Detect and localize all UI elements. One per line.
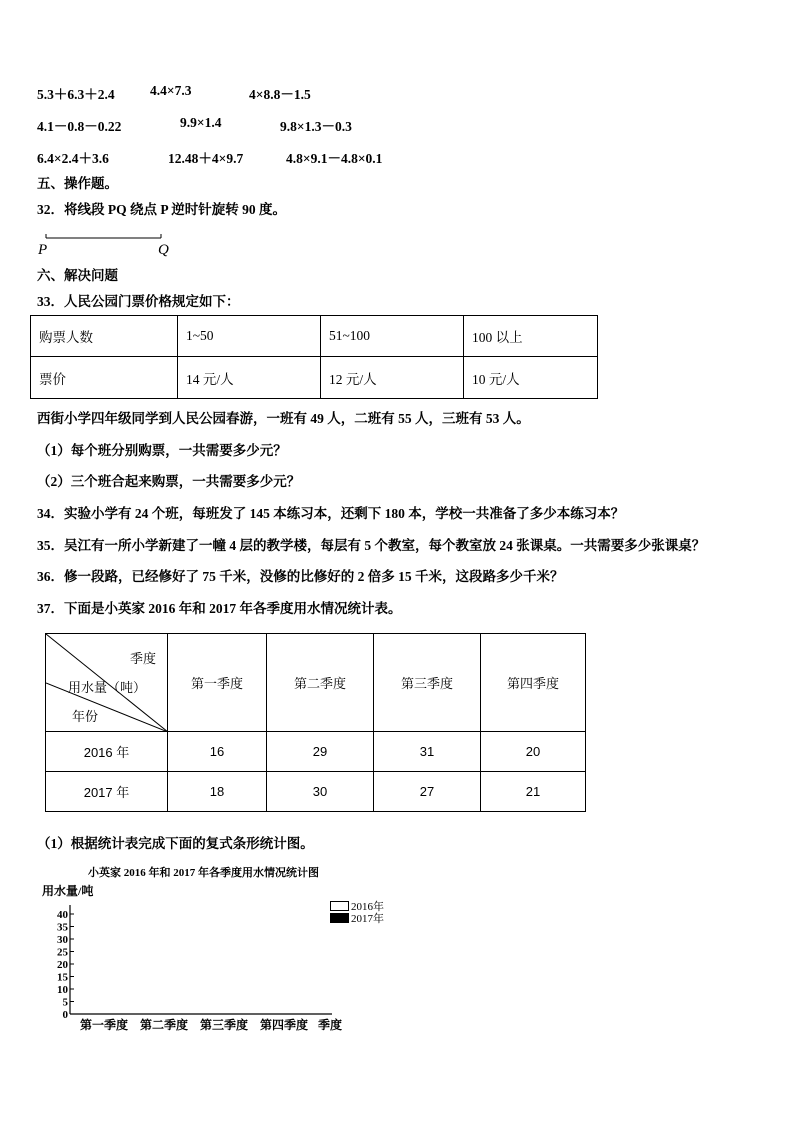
table-cell: 18 [168, 772, 267, 812]
question-33-part-1: （1）每个班分别购票，一共需要多少元？ [37, 443, 287, 458]
y-tick-label: 30 [57, 934, 68, 946]
question-33-desc: 西街小学四年级同学到人民公园春游，一班有 49 人，二班有 55 人，三班有 53 人。 [37, 411, 530, 426]
legend-item-2017 [330, 912, 384, 924]
row-year: 2016 年 [46, 732, 168, 772]
y-tick-label: 25 [57, 946, 68, 959]
calc-3-2: 12.48＋4×9.7 [168, 151, 244, 166]
y-tick-label: 10 [57, 984, 68, 996]
y-tick-label: 0 [62, 1009, 68, 1021]
column-header: 第四季度 [481, 634, 586, 732]
legend-label-2016: 2016年 [351, 901, 384, 913]
question-34: 34．实验小学有 24 个班，每班发了 145 本练习本，还剩下 180 本，学校一共准备了多少本练习本？ [37, 506, 625, 521]
question-32: 32．将线段 PQ 绕点 P 逆时针旋转 90 度。 [37, 202, 286, 217]
y-tick-label: 20 [57, 959, 68, 971]
legend-swatch-2017 [330, 913, 349, 923]
column-header: 第二季度 [267, 634, 374, 732]
calc-3-3: 4.8×9.1－4.8×0.1 [286, 151, 383, 166]
price-table-cell: 1~50 [178, 316, 321, 357]
price-table-cell: 12 元/人 [321, 357, 464, 399]
table-cell: 21 [481, 772, 586, 812]
diagonal-header-cell [46, 634, 168, 732]
point-p-label: P [38, 242, 48, 258]
calc-1-2: 4.4×7.3 [150, 83, 192, 98]
x-category-label: 第四季度 [260, 1018, 309, 1032]
table-cell: 30 [267, 772, 374, 812]
price-table-cell: 14 元/人 [178, 357, 321, 399]
x-category-label: 第一季度 [80, 1018, 129, 1032]
bar-chart [40, 893, 360, 1043]
x-category-label: 第三季度 [200, 1018, 249, 1032]
price-table-cell: 购票人数 [31, 316, 178, 357]
water-table [45, 633, 586, 812]
table-cell: 31 [374, 732, 481, 772]
section-5-heading: 五、操作题。 [37, 176, 118, 191]
y-tick-label: 40 [57, 909, 68, 921]
table-cell: 16 [168, 732, 267, 772]
price-table [30, 315, 598, 399]
header-usage: 用水量（吨） [68, 680, 147, 695]
point-q-label: Q [158, 242, 169, 258]
legend [330, 900, 384, 924]
row-year: 2017 年 [46, 772, 168, 812]
table-cell: 20 [481, 732, 586, 772]
chart-title: 小英家 2016 年和 2017 年各季度用水情况统计图 [88, 867, 319, 879]
table-cell: 29 [267, 732, 374, 772]
section-6-heading: 六、解决问题 [37, 268, 118, 283]
x-category-label: 第二季度 [140, 1018, 189, 1032]
header-season: 季度 [130, 651, 157, 666]
y-axis-label: 用水量/吨 [42, 884, 94, 898]
header-year: 年份 [72, 709, 99, 724]
table-cell: 27 [374, 772, 481, 812]
column-header: 第三季度 [374, 634, 481, 732]
question-33-intro: 33．人民公园门票价格规定如下： [37, 294, 240, 309]
question-36: 36．修一段路，已经修好了 75 千米，没修的比修好的 2 倍多 15 千米，这段路多少千米？ [37, 569, 564, 584]
y-tick-label: 5 [62, 996, 68, 1009]
price-table-cell: 51~100 [321, 316, 464, 357]
calc-2-1: 4.1－0.8－0.22 [37, 119, 122, 134]
legend-label-2017: 2017年 [351, 913, 384, 925]
price-table-cell: 票价 [31, 357, 178, 399]
question-37-part-1: （1）根据统计表完成下面的复式条形统计图。 [37, 836, 314, 851]
y-tick-label: 15 [57, 971, 68, 984]
legend-swatch-2016 [330, 901, 349, 911]
question-33-part-2: （2）三个班合起来购票，一共需要多少元？ [37, 474, 301, 489]
column-header: 第一季度 [168, 634, 267, 732]
calc-2-2: 9.9×1.4 [180, 115, 222, 130]
y-tick-label: 35 [57, 921, 68, 934]
question-35: 35．吴江有一所小学新建了一幢 4 层的教学楼，每层有 5 个教室，每个教室放 24 张课桌。一共需要多少张课桌？ [37, 538, 706, 553]
x-axis-label: 季度 [318, 1018, 343, 1032]
price-table-cell: 10 元/人 [464, 357, 598, 399]
price-table-cell: 100 以上 [464, 316, 598, 357]
calc-1-1: 5.3＋6.3＋2.4 [37, 87, 115, 102]
calc-1-3: 4×8.8－1.5 [249, 87, 311, 102]
question-37-intro: 37．下面是小英家 2016 年和 2017 年各季度用水情况统计表。 [37, 601, 402, 616]
calc-3-1: 6.4×2.4＋3.6 [37, 151, 109, 166]
calc-2-3: 9.8×1.3－0.3 [280, 119, 352, 134]
